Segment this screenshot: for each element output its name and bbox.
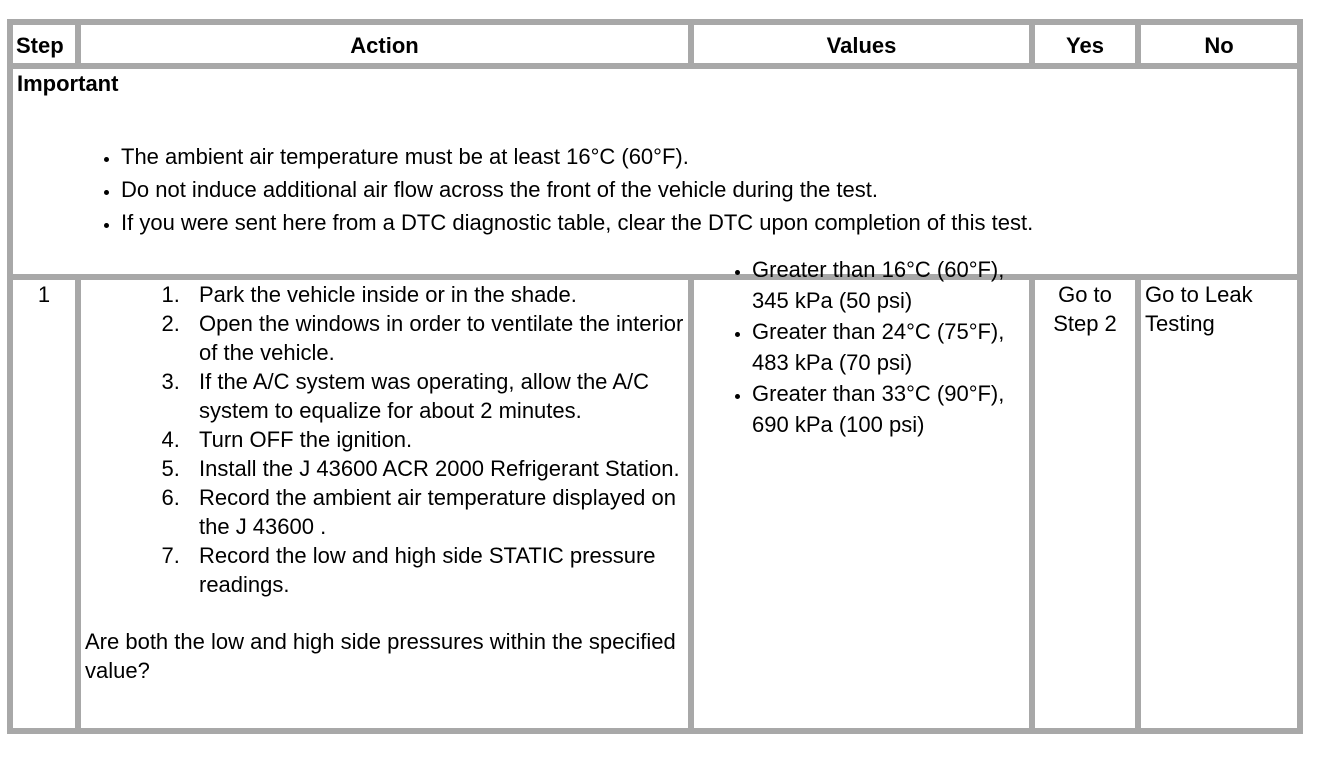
header-row xyxy=(10,22,1300,66)
no-link-go-to-leak-testing[interactable]: Go to Leak Testing xyxy=(1145,282,1253,336)
important-title: Important xyxy=(17,71,119,96)
action-item: 1. Park the vehicle inside or in the shade. xyxy=(186,280,684,309)
action-item: 2. Open the windows in order to ventilate the interior of the vehicle. xyxy=(186,309,684,367)
important-cell xyxy=(10,66,1300,277)
important-item: • The ambient air temperature must be at least 16°C (60°F). xyxy=(121,140,1293,173)
value-item: • Greater than 16°C (60°F), 345 kPa (50 psi) xyxy=(752,254,1025,316)
action-item: 6. Record the ambient air temperature displayed on the J 43600 . xyxy=(186,483,684,541)
yes-cell xyxy=(1032,277,1138,731)
important-list xyxy=(17,140,1293,239)
step-number: 1 xyxy=(10,277,78,731)
header-step: Step xyxy=(10,22,78,66)
no-cell xyxy=(1138,277,1300,731)
important-item: • If you were sent here from a DTC diagnostic table, clear the DTC upon completion of this test. xyxy=(121,206,1293,239)
header-values: Values xyxy=(691,22,1032,66)
action-item: 3. If the A/C system was operating, allow the A/C system to equalize for about 2 minutes. xyxy=(186,367,684,425)
header-no: No xyxy=(1138,22,1300,66)
values-list xyxy=(698,254,1025,440)
action-item: 5. Install the J 43600 ACR 2000 Refrigerant Station. xyxy=(186,454,684,483)
value-item: • Greater than 24°C (75°F), 483 kPa (70 psi) xyxy=(752,316,1025,378)
important-row xyxy=(10,66,1300,277)
action-list xyxy=(85,280,684,599)
yes-link-go-to-step-2[interactable]: Go to Step 2 xyxy=(1053,282,1117,336)
action-item: 7. Record the low and high side STATIC pressure readings. xyxy=(186,541,684,599)
diagnostic-table xyxy=(7,19,1303,734)
value-item: • Greater than 33°C (90°F), 690 kPa (100 psi) xyxy=(752,378,1025,440)
header-action: Action xyxy=(78,22,691,66)
action-item: 4. Turn OFF the ignition. xyxy=(186,425,684,454)
step-question: Are both the low and high side pressures within the specified value? xyxy=(85,629,676,683)
step-row-1 xyxy=(10,277,1300,731)
header-yes: Yes xyxy=(1032,22,1138,66)
important-item: • Do not induce additional air flow across the front of the vehicle during the test. xyxy=(121,173,1293,206)
values-cell xyxy=(691,257,1032,731)
action-cell xyxy=(78,277,691,731)
